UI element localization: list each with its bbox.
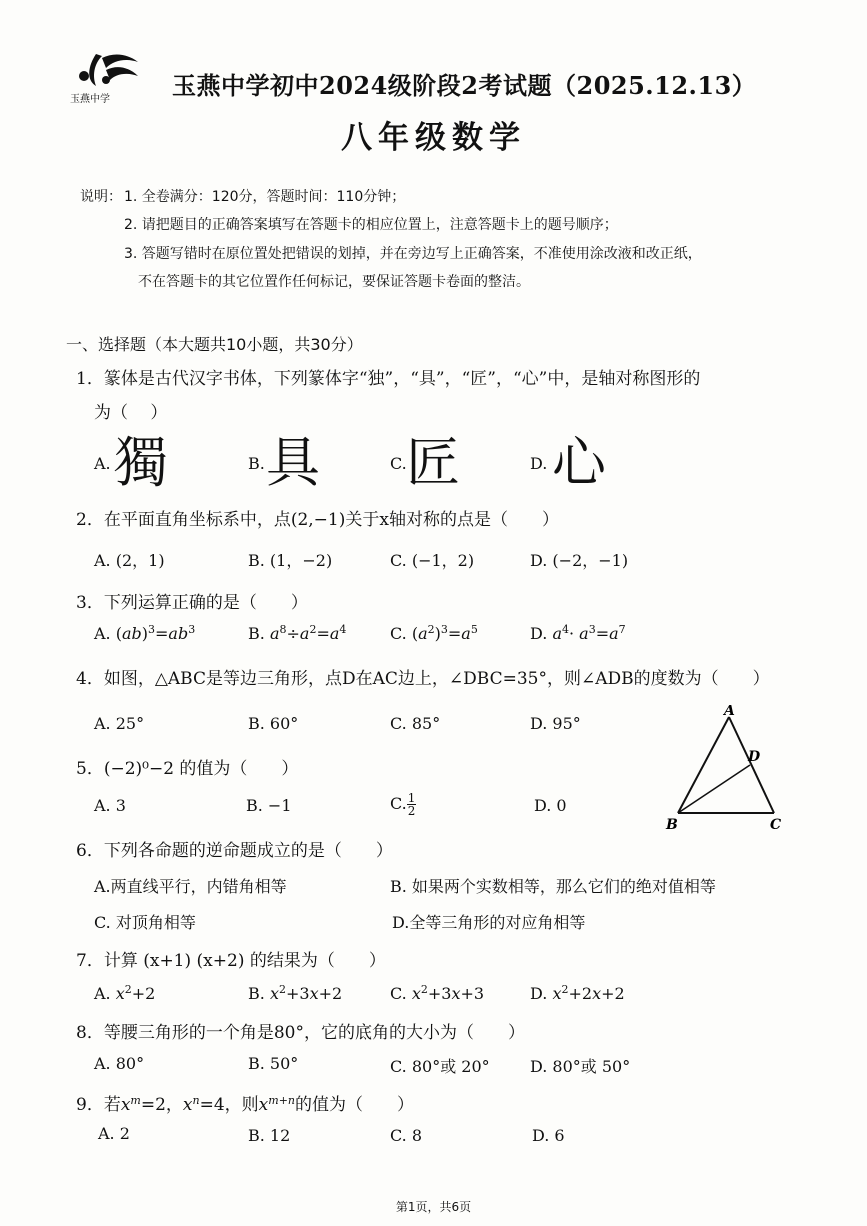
fraction-one-half [407,792,417,817]
question-9-stem: 9．若$x^m=2$，$x^n=4$，则$x^{m+n}$的值为（ ） [76,1094,415,1115]
q1-seal-glyph-b: 具 [266,431,320,494]
q8-option-c: C. 80°或 20° [390,1057,490,1076]
question-1-stem: 1．篆体是古代汉字书体，下列篆体字“独”，“具”，“匠”，“心”中，是轴对称图形的 [76,369,701,389]
question-8-stem: 8．等腰三角形的一个角是80°，它的底角的大小为（ ） [76,1023,525,1043]
question-4-stem: 4．如图，△ABC是等边三角形，点D在AC边上，∠DBC=35°，则∠ADB的度数为（ ） [76,669,770,689]
vertex-label-a: A [724,705,735,719]
instruction-3: 3. 答题写错时在原位置处把错误的划掉，并在旁边写上正确答案，不准使用涂改液和改正纸， [124,246,702,262]
triangle-side-ac [729,717,774,813]
q3-option-d: D. $a^4\cdot a^3=a^7$ [530,623,626,643]
question-6-stem: 6．下列各命题的逆命题成立的是（ ） [76,841,393,861]
q1-option-b: B. [248,454,265,473]
q8-option-d: D. 80°或 50° [530,1057,631,1076]
q3-option-b: B. $a^8\div a^2=a^4$ [248,623,347,643]
q6-option-b: B. 如果两个实数相等，那么它们的绝对值相等 [390,877,716,896]
q4-option-c: C. 85° [390,714,441,733]
instruction-2: 2. 请把题目的正确答案填写在答题卡的相应位置上，注意答题卡上的题号顺序； [124,217,618,233]
question-1-stem-cont: 为（ ） [94,403,168,423]
q2-option-c: C. (−1，2) [390,551,475,570]
segment-bd [678,765,750,813]
section-title: 一、选择题（本大题共10小题，共30分） [66,335,363,354]
q7-option-a: A. $x^2+2$ [94,983,156,1003]
q4-option-a: A. 25° [94,714,145,733]
exam-title: 玉燕中学初中2024级阶段2考试题（2025.12.13） [172,71,757,100]
q5-option-d: D. 0 [534,796,567,815]
instruction-3-cont: 不在答题卡的其它位置作任何标记，要保证答题卡卷面的整洁。 [138,274,530,290]
question-2-stem: 2．在平面直角坐标系中，点(2,−1)关于x轴对称的点是（ ） [76,510,559,530]
q2-option-d: D. (−2，−1) [530,551,629,570]
q2-option-b: B. (1，−2) [248,551,333,570]
fraction-numerator: 1 [407,791,416,805]
q3-option-a: A. $(ab)^3=ab^3$ [94,623,196,643]
q7-option-d: D. $x^2+2x+2$ [530,983,625,1003]
q1-seal-glyph-c: 匠 [406,431,460,494]
q1-option-d: D. [530,454,548,473]
page-footer: 第1页，共6页 [395,1200,472,1214]
q5-option-c [390,792,416,817]
q9-option-b: B. 12 [248,1126,291,1145]
q1-seal-glyph-a: 獨 [114,431,168,494]
q9-option-d: D. 6 [532,1126,565,1145]
q1-option-a: A. [94,454,111,473]
q1-seal-glyph-d: 心 [552,431,606,494]
point-label-d: D [748,749,761,765]
q4-option-b: B. 60° [248,714,299,733]
q7-option-c: C. $x^2+3x+3$ [390,983,485,1003]
q9-option-a: A. 2 [98,1124,130,1143]
triangle-figure [660,705,790,835]
vertex-label-b: B [666,817,678,833]
triangle-side-ab [678,717,729,813]
q6-option-a: A.两直线平行，内错角相等 [94,877,287,896]
q2-option-a: A. (2，1) [94,551,165,570]
question-7-stem: 7．计算 (x+1) (x+2) 的结果为（ ） [76,951,386,971]
question-5-stem: 5．(−2)⁰−2 的值为（ ） [76,759,299,779]
q8-option-b: B. 50° [248,1054,299,1073]
instructions-label: 说明： [80,189,122,205]
q5-option-a: A. 3 [94,796,126,815]
q7-option-b: B. $x^2+3x+2$ [248,983,343,1003]
q8-option-a: A. 80° [94,1054,145,1073]
q5-option-c-label: C. [390,794,407,813]
q1-option-c: C. [390,454,407,473]
school-logo [66,46,146,106]
vertex-label-c: C [770,817,782,833]
q3-option-c: C. $(a^2)^3=a^5$ [390,623,478,643]
question-3-stem: 3．下列运算正确的是（ ） [76,593,308,613]
q6-option-d: D.全等三角形的对应角相等 [392,913,586,932]
exam-subject: 八年级数学 [341,120,526,156]
instruction-1: 1. 全卷满分：120分，答题时间：110分钟； [124,189,406,205]
q6-option-c: C. 对顶角相等 [94,913,196,932]
fraction-denominator: 2 [407,804,416,818]
q9-option-c: C. 8 [390,1126,423,1145]
logo-text: 玉燕中学 [70,94,110,105]
q5-option-b: B. −1 [246,796,292,815]
q4-option-d: D. 95° [530,714,581,733]
